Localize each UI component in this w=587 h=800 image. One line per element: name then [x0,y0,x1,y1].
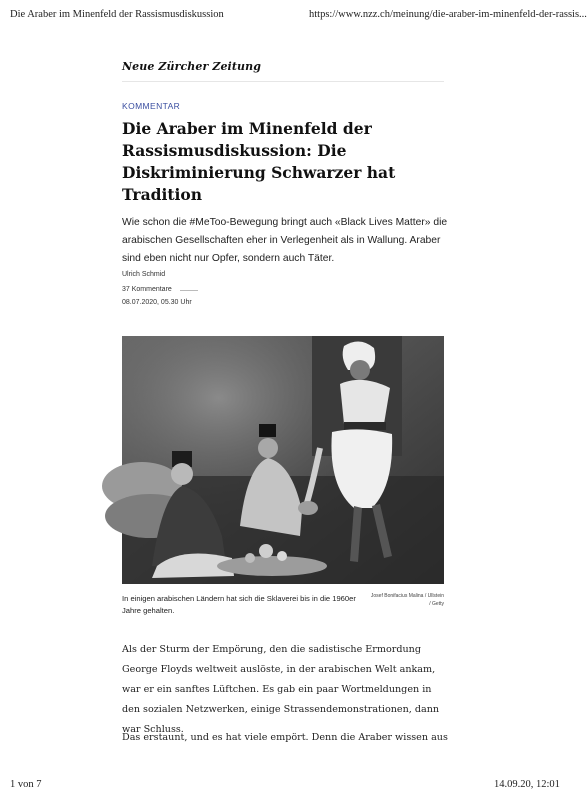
photo-caption: In einigen arabischen Ländern hat sich die Sklaverei bis in die 1960er Jahre gehalten. [122,594,356,615]
article-kicker[interactable]: KOMMENTAR [122,101,181,111]
article-lead: Wie schon die #MeToo-Bewegung bringt auch «Black Lives Matter» die arabischen Gesellschaften eher in Verlegenheit als in Wallung. Araber sind eben nicht nur Opfer, sondern auch Täter. [122,217,448,264]
article-title: Die Araber im Minenfeld der Rassismusdiskussion: Die Diskriminierung Schwarzer hat Tradition [122,119,396,204]
page-number: 1 von 7 [10,779,42,790]
print-header-url[interactable]: https://www.nzz.ch/meinung/die-araber-im-minenfeld-der-rassis... [309,9,587,20]
photo-credit: Josef Bonifacius Malina / Ullstein / Getty [370,593,444,607]
print-header-title: Die Araber im Minenfeld der Rassismusdiskussion [10,9,224,20]
comments-link[interactable]: 37 Kommentare [122,286,172,293]
body-paragraph: Das erstaunt, und es hat viele empört. Denn die Araber wissen aus [122,732,448,743]
body-paragraph: Als der Sturm der Empörung, den die sadistische Ermordung George Floyds weltweit auslöste, in der arabischen Welt ankam, war er ein sanftes Lüftchen. Es gab ein paar Wortmeldungen in den sozialen Netzwerken, einige Strassendemonstrationen, dann war Schluss. [122,644,440,735]
masthead-divider [122,81,444,82]
article-author[interactable]: Ulrich Schmid [122,271,166,278]
comments-divider [180,290,198,291]
print-datetime: 14.09.20, 12:01 [494,779,560,790]
article-date: 08.07.2020, 05.30 Uhr [122,299,192,306]
article-photo[interactable] [122,336,444,584]
nzz-logo[interactable]: Neue Zürcher Zeitung [122,60,261,73]
